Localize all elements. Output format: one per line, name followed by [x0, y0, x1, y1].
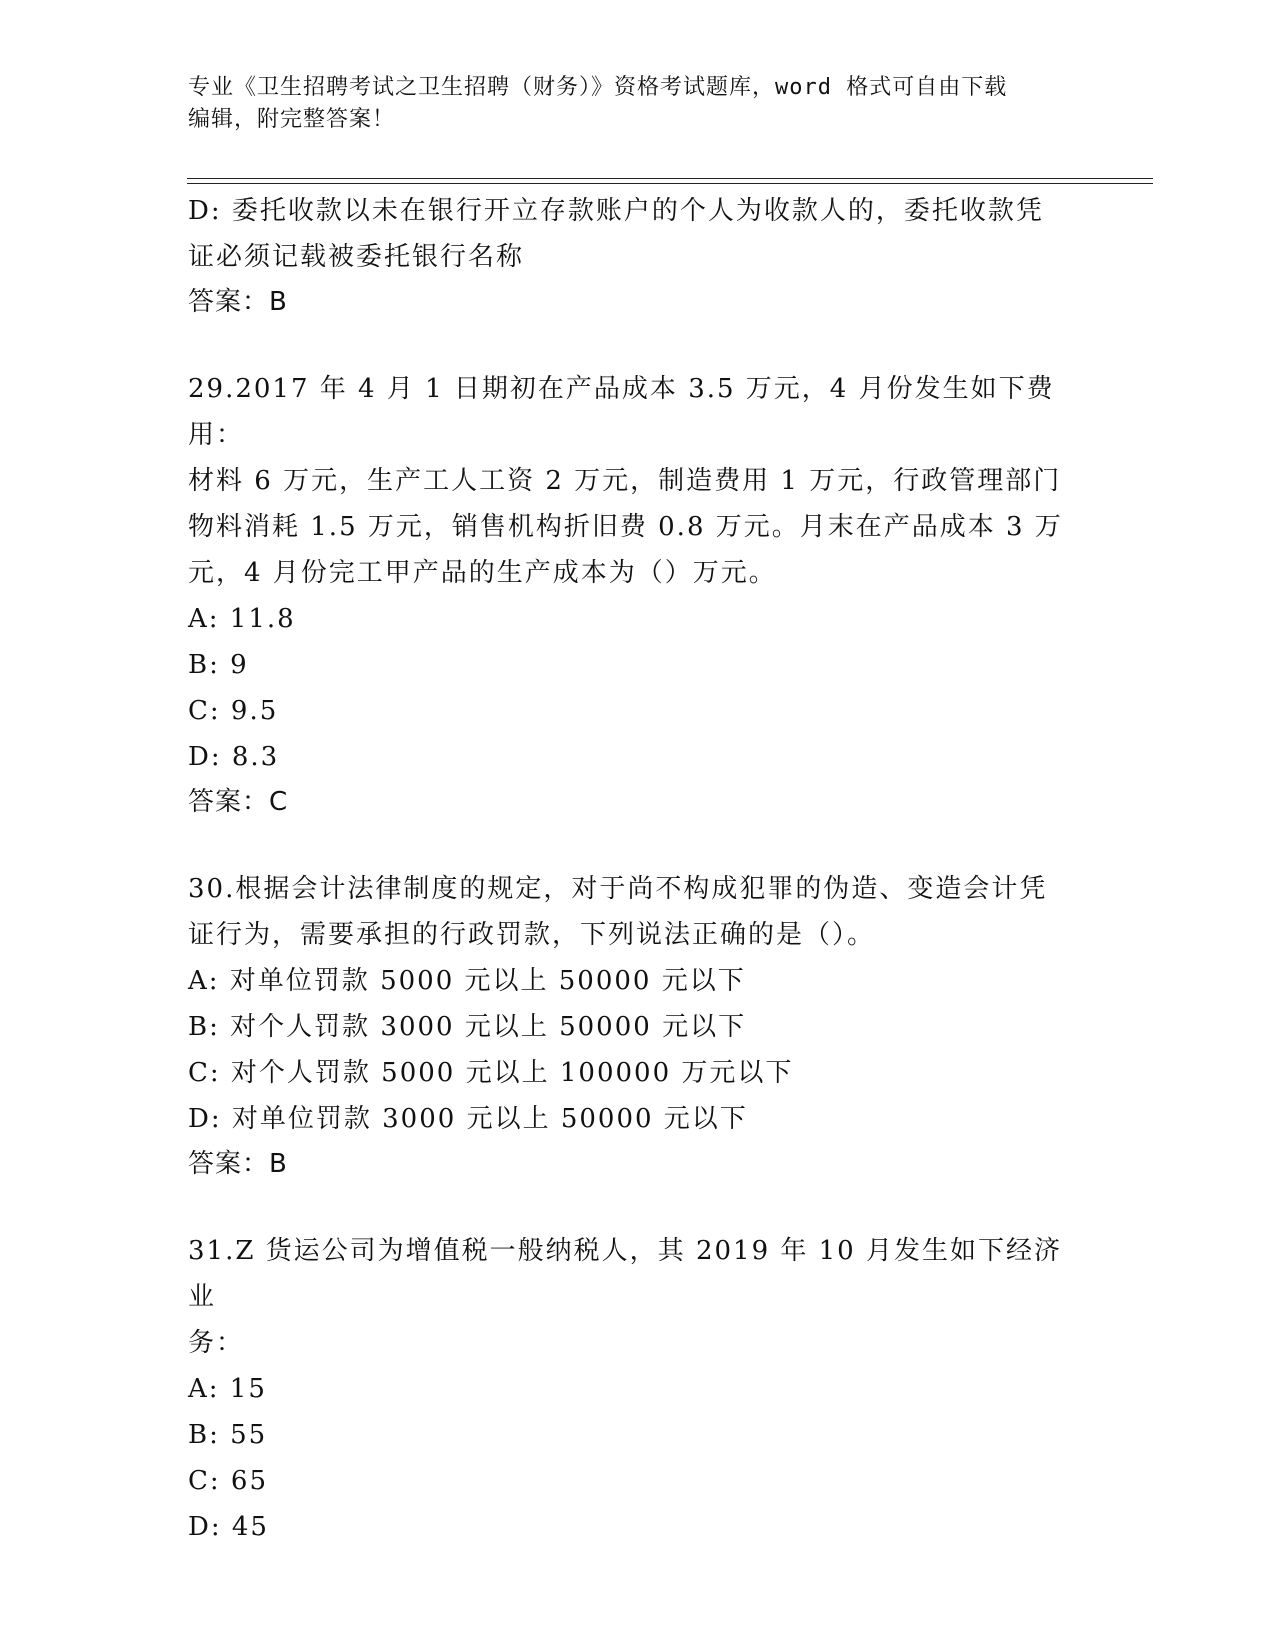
option-b: B: 对个人罚款 3000 元以上 50000 元以下: [188, 1012, 747, 1042]
option-b: B: 55: [188, 1420, 268, 1450]
answer-line: 答案：B: [188, 287, 288, 317]
option-a: A: 对单位罚款 5000 元以上 50000 元以下: [188, 966, 746, 996]
option-c: C: 65: [188, 1466, 269, 1496]
question-29: [188, 366, 1088, 824]
option-a: A: 11.8: [188, 604, 296, 634]
header-line-2: 编辑，附完整答案！: [188, 107, 396, 132]
option-c: C: 9.5: [188, 696, 279, 726]
option-a: A: 15: [188, 1374, 267, 1404]
option-c: C: 对个人罚款 5000 元以上 100000 万元以下: [188, 1058, 794, 1088]
question-text-line: 务：: [188, 1328, 245, 1358]
option-d: D: 对单位罚款 3000 元以上 50000 元以下: [188, 1104, 748, 1134]
header-divider-top: [187, 178, 1153, 179]
header-line-1: 专业《卫生招聘考试之卫生招聘（财务）》资格考试题库，word 格式可自由下载: [188, 75, 1008, 100]
option-d: D: 8.3: [188, 742, 280, 772]
question-text-line: 物料消耗 1.5 万元，销售机构折旧费 0.8 万元。月末在产品成本 3 万: [188, 512, 1063, 542]
question-31: [188, 1228, 1088, 1550]
option-d-line-1: D: 委托收款以未在银行开立存款账户的个人为收款人的，委托收款凭: [188, 196, 1044, 226]
question-text-line: 30.根据会计法律制度的规定，对于尚不构成犯罪的伪造、变造会计凭: [188, 874, 1048, 904]
question-30: [188, 866, 1088, 1186]
question-content: [188, 188, 1088, 1550]
option-d: D: 45: [188, 1512, 269, 1542]
header-divider-bottom: [187, 183, 1153, 184]
question-text-line: 31.Z 货运公司为增值税一般纳税人，其 2019 年 10 月发生如下经济业: [188, 1236, 1062, 1312]
question-text-line: 证行为，需要承担的行政罚款，下列说法正确的是（）。: [188, 920, 876, 950]
answer-line: 答案：C: [188, 787, 289, 817]
page-header: [188, 72, 1088, 136]
previous-question-tail: [188, 188, 1088, 324]
question-text-line: 材料 6 万元，生产工人工资 2 万元，制造费用 1 万元，行政管理部门: [188, 466, 1062, 496]
answer-line: 答案：B: [188, 1149, 288, 1179]
option-d-line-2: 证必须记载被委托银行名称: [188, 242, 525, 272]
option-b: B: 9: [188, 650, 249, 680]
question-text-line: 29.2017 年 4 月 1 日期初在产品成本 3.5 万元，4 月份发生如下费用：: [188, 374, 1055, 450]
question-text-line: 元，4 月份完工甲产品的生产成本为（）万元。: [188, 558, 777, 588]
